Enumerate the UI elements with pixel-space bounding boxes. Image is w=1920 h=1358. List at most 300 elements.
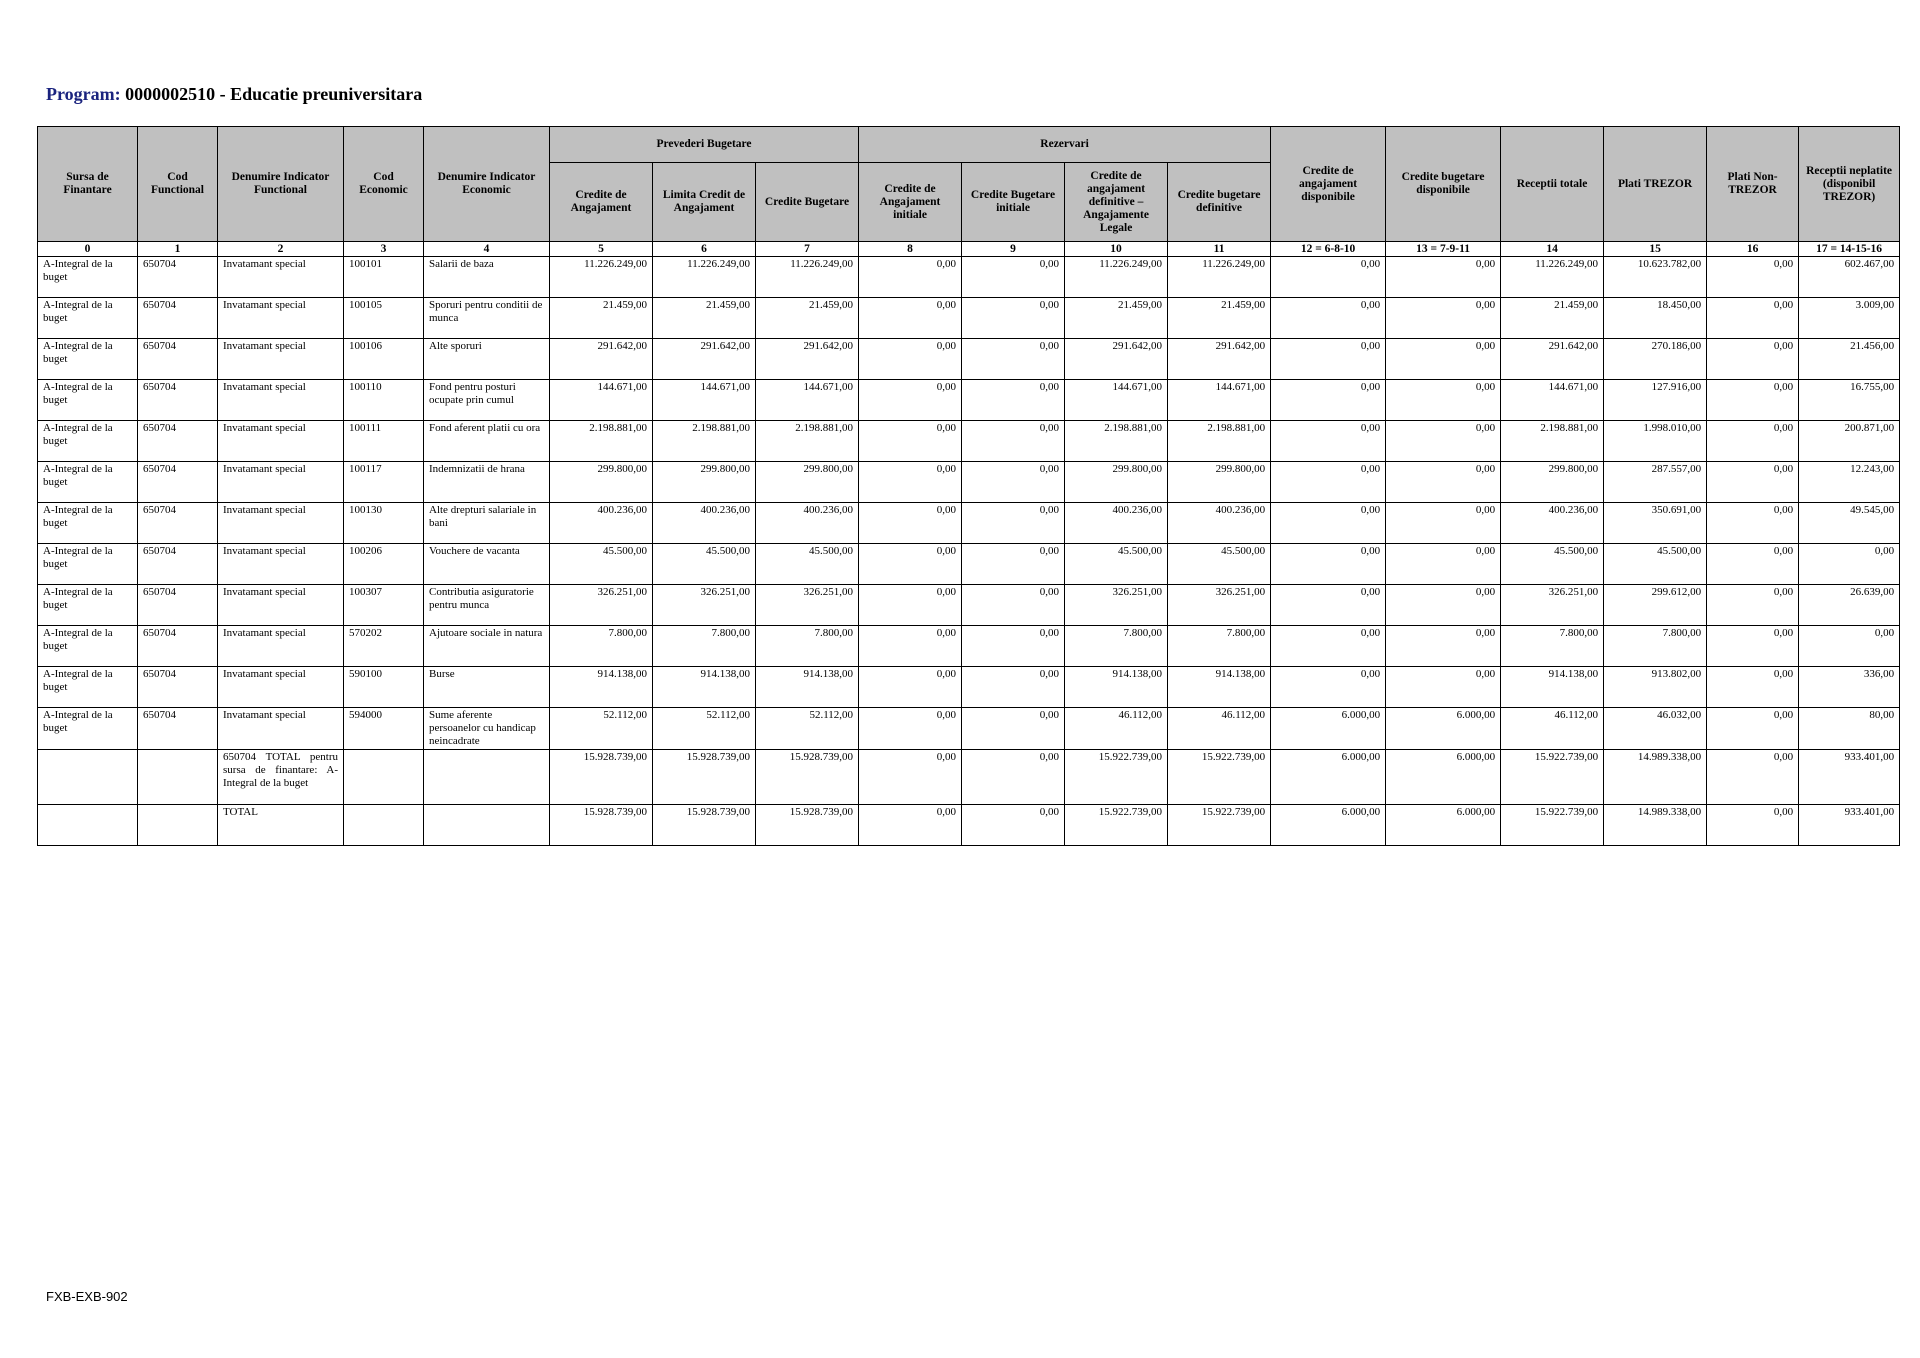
table-cell: 15.928.739,00	[550, 750, 653, 805]
table-cell: 0,00	[1386, 626, 1501, 667]
table-cell: Invatamant special	[218, 667, 344, 708]
table-cell: 15.922.739,00	[1168, 750, 1271, 805]
table-cell: 914.138,00	[756, 667, 859, 708]
table-cell: 590100	[344, 667, 424, 708]
column-number: 3	[344, 242, 424, 257]
table-cell: 100111	[344, 421, 424, 462]
program-label: Program:	[46, 84, 121, 104]
table-cell: 0,00	[1271, 421, 1386, 462]
table-cell: 0,00	[1799, 626, 1900, 667]
table-cell: 100101	[344, 257, 424, 298]
table-cell: 0,00	[962, 585, 1065, 626]
table-cell: 15.928.739,00	[653, 750, 756, 805]
header-credite-bugetare: Credite Bugetare	[756, 163, 859, 242]
table-cell: 144.671,00	[653, 380, 756, 421]
table-cell: 0,00	[859, 380, 962, 421]
table-cell: 914.138,00	[1501, 667, 1604, 708]
table-cell: 2.198.881,00	[1501, 421, 1604, 462]
table-cell: 80,00	[1799, 708, 1900, 750]
table-cell: 6.000,00	[1386, 708, 1501, 750]
table-cell: 0,00	[962, 626, 1065, 667]
table-cell: 45.500,00	[1168, 544, 1271, 585]
table-cell: 299.800,00	[1065, 462, 1168, 503]
table-cell: 650704	[138, 503, 218, 544]
table-cell: 6.000,00	[1271, 805, 1386, 846]
table-cell: 0,00	[859, 503, 962, 544]
table-cell: 46.032,00	[1604, 708, 1707, 750]
table-cell: 602.467,00	[1799, 257, 1900, 298]
table-cell: 0,00	[859, 708, 962, 750]
table-cell: Invatamant special	[218, 503, 344, 544]
column-number: 4	[424, 242, 550, 257]
table-cell: 100307	[344, 585, 424, 626]
table-cell: 144.671,00	[756, 380, 859, 421]
table-cell: 18.450,00	[1604, 298, 1707, 339]
table-cell: Invatamant special	[218, 585, 344, 626]
table-cell: 46.112,00	[1065, 708, 1168, 750]
table-cell: 0,00	[1271, 544, 1386, 585]
table-cell: 336,00	[1799, 667, 1900, 708]
table-cell: 144.671,00	[550, 380, 653, 421]
table-cell: 21.456,00	[1799, 339, 1900, 380]
table-cell: 0,00	[1271, 462, 1386, 503]
table-cell: 15.928.739,00	[756, 805, 859, 846]
table-cell: 0,00	[859, 257, 962, 298]
table-row	[38, 380, 1900, 421]
table-cell: 0,00	[962, 503, 1065, 544]
table-cell: 21.459,00	[756, 298, 859, 339]
table-cell: 914.138,00	[1065, 667, 1168, 708]
table-cell: 0,00	[962, 667, 1065, 708]
table-cell: Sporuri pentru conditii de munca	[424, 298, 550, 339]
table-cell: 100110	[344, 380, 424, 421]
table-cell: 400.236,00	[1501, 503, 1604, 544]
table-cell: 46.112,00	[1168, 708, 1271, 750]
table-cell: 0,00	[1386, 421, 1501, 462]
table-cell: 7.800,00	[1168, 626, 1271, 667]
table-cell: 0,00	[1707, 503, 1799, 544]
table-cell: Invatamant special	[218, 339, 344, 380]
header-credite-bug-disponibile: Credite bugetare disponibile	[1386, 127, 1501, 242]
table-cell: 650704	[138, 421, 218, 462]
table-row	[38, 708, 1900, 750]
table-cell: 326.251,00	[1168, 585, 1271, 626]
table-cell: 0,00	[1271, 585, 1386, 626]
table-cell: 0,00	[1386, 339, 1501, 380]
table-cell: 0,00	[1386, 462, 1501, 503]
table-row	[38, 257, 1900, 298]
table-cell: 0,00	[859, 421, 962, 462]
table-cell: 594000	[344, 708, 424, 750]
table-cell: 12.243,00	[1799, 462, 1900, 503]
table-row	[38, 298, 1900, 339]
table-cell: 2.198.881,00	[756, 421, 859, 462]
table-cell: 0,00	[1386, 298, 1501, 339]
table-cell: 650704	[138, 708, 218, 750]
column-number: 15	[1604, 242, 1707, 257]
table-cell: 52.112,00	[550, 708, 653, 750]
table-cell: 15.922.739,00	[1168, 805, 1271, 846]
table-cell: A-Integral de la buget	[38, 667, 138, 708]
table-row	[38, 462, 1900, 503]
table-cell: 144.671,00	[1501, 380, 1604, 421]
table-cell: 326.251,00	[756, 585, 859, 626]
table-cell: Ajutoare sociale in natura	[424, 626, 550, 667]
table-cell: 144.671,00	[1065, 380, 1168, 421]
table-cell: 0,00	[859, 298, 962, 339]
table-cell: 52.112,00	[653, 708, 756, 750]
table-cell	[138, 805, 218, 846]
table-cell: A-Integral de la buget	[38, 421, 138, 462]
table-cell: 400.236,00	[1065, 503, 1168, 544]
table-cell: 100106	[344, 339, 424, 380]
table-cell: 7.800,00	[1065, 626, 1168, 667]
header-receptii-totale: Receptii totale	[1501, 127, 1604, 242]
table-cell: 0,00	[1799, 544, 1900, 585]
table-cell: 0,00	[1271, 339, 1386, 380]
table-cell: 0,00	[1271, 298, 1386, 339]
table-cell: 570202	[344, 626, 424, 667]
table-cell: 0,00	[1707, 298, 1799, 339]
column-number: 14	[1501, 242, 1604, 257]
budget-execution-table	[37, 126, 1900, 846]
table-cell: Invatamant special	[218, 544, 344, 585]
table-cell: 0,00	[1386, 257, 1501, 298]
table-cell: 2.198.881,00	[653, 421, 756, 462]
table-cell: 21.459,00	[550, 298, 653, 339]
table-cell: 0,00	[962, 339, 1065, 380]
table-cell: Indemnizatii de hrana	[424, 462, 550, 503]
table-cell: 0,00	[859, 544, 962, 585]
table-cell: 11.226.249,00	[550, 257, 653, 298]
table-cell: 650704	[138, 585, 218, 626]
table-cell	[344, 750, 424, 805]
table-cell: 52.112,00	[756, 708, 859, 750]
table-row	[38, 667, 1900, 708]
table-cell	[38, 805, 138, 846]
table-cell: Invatamant special	[218, 626, 344, 667]
table-cell: 100117	[344, 462, 424, 503]
table-cell: 299.800,00	[1501, 462, 1604, 503]
table-cell: 291.642,00	[1168, 339, 1271, 380]
table-cell: 7.800,00	[1501, 626, 1604, 667]
table-cell	[424, 750, 550, 805]
table-cell: 7.800,00	[550, 626, 653, 667]
table-cell: 650704	[138, 380, 218, 421]
table-cell: 0,00	[962, 750, 1065, 805]
table-cell: 0,00	[1707, 708, 1799, 750]
table-cell: 11.226.249,00	[1168, 257, 1271, 298]
table-cell: 49.545,00	[1799, 503, 1900, 544]
table-cell: 11.226.249,00	[653, 257, 756, 298]
table-cell: 26.639,00	[1799, 585, 1900, 626]
table-cell: 6.000,00	[1271, 708, 1386, 750]
table-cell: Invatamant special	[218, 421, 344, 462]
header-credite-ang-initiale: Credite de Angajament initiale	[859, 163, 962, 242]
table-cell: 6.000,00	[1271, 750, 1386, 805]
table-cell: 299.800,00	[550, 462, 653, 503]
table-body	[38, 257, 1900, 846]
table-cell: 0,00	[1707, 380, 1799, 421]
column-number: 12 = 6-8-10	[1271, 242, 1386, 257]
table-cell	[424, 805, 550, 846]
table-cell: 326.251,00	[550, 585, 653, 626]
table-cell: 0,00	[962, 462, 1065, 503]
table-cell: 650704	[138, 339, 218, 380]
header-receptii-neplatite: Receptii neplatite (disponibil TREZOR)	[1799, 127, 1900, 242]
table-cell: 0,00	[1271, 380, 1386, 421]
table-cell: A-Integral de la buget	[38, 503, 138, 544]
table-cell: 0,00	[1271, 626, 1386, 667]
table-cell: 913.802,00	[1604, 667, 1707, 708]
table-cell: 100105	[344, 298, 424, 339]
column-number: 17 = 14-15-16	[1799, 242, 1900, 257]
table-cell: 0,00	[1271, 257, 1386, 298]
table-cell: 0,00	[962, 708, 1065, 750]
table-cell	[38, 750, 138, 805]
table-cell: 400.236,00	[1168, 503, 1271, 544]
header-limita-credit: Limita Credit de Angajament	[653, 163, 756, 242]
table-cell: 10.623.782,00	[1604, 257, 1707, 298]
table-cell: 650704	[138, 667, 218, 708]
table-cell: 14.989.338,00	[1604, 750, 1707, 805]
table-cell: 0,00	[962, 298, 1065, 339]
table-cell: 0,00	[859, 626, 962, 667]
table-cell: Alte drepturi salariale in bani	[424, 503, 550, 544]
table-cell: Contributia asiguratorie pentru munca	[424, 585, 550, 626]
table-cell: 933.401,00	[1799, 805, 1900, 846]
table-cell: 933.401,00	[1799, 750, 1900, 805]
table-cell: 650704	[138, 257, 218, 298]
table-cell: 46.112,00	[1501, 708, 1604, 750]
table-cell: 400.236,00	[756, 503, 859, 544]
header-credite-bug-definitive: Credite bugetare definitive	[1168, 163, 1271, 242]
table-cell: 0,00	[859, 750, 962, 805]
table-cell: 914.138,00	[1168, 667, 1271, 708]
table-cell: 326.251,00	[1501, 585, 1604, 626]
table-cell: 0,00	[1386, 380, 1501, 421]
table-cell: 11.226.249,00	[1501, 257, 1604, 298]
table-row	[38, 585, 1900, 626]
table-cell: 0,00	[1386, 544, 1501, 585]
table-cell: A-Integral de la buget	[38, 626, 138, 667]
table-cell: 650704	[138, 626, 218, 667]
column-number: 8	[859, 242, 962, 257]
column-number-row	[38, 242, 1900, 257]
table-cell: 45.500,00	[550, 544, 653, 585]
table-cell: 0,00	[962, 544, 1065, 585]
column-number: 13 = 7-9-11	[1386, 242, 1501, 257]
table-cell: 326.251,00	[1065, 585, 1168, 626]
table-cell: 7.800,00	[756, 626, 859, 667]
table-cell: 0,00	[1707, 667, 1799, 708]
program-value: 0000002510 - Educatie preuniversitara	[125, 84, 423, 104]
column-number: 6	[653, 242, 756, 257]
table-cell: 0,00	[1707, 421, 1799, 462]
table-cell: 15.922.739,00	[1501, 750, 1604, 805]
table-cell: 11.226.249,00	[756, 257, 859, 298]
table-cell: 21.459,00	[653, 298, 756, 339]
table-cell: Alte sporuri	[424, 339, 550, 380]
table-cell: A-Integral de la buget	[38, 585, 138, 626]
table-cell: 0,00	[859, 667, 962, 708]
table-cell: 45.500,00	[653, 544, 756, 585]
table-row	[38, 339, 1900, 380]
header-plati-trezor: Plati TREZOR	[1604, 127, 1707, 242]
column-number: 5	[550, 242, 653, 257]
table-cell: 15.928.739,00	[756, 750, 859, 805]
table-row	[38, 421, 1900, 462]
table-cell: 299.800,00	[756, 462, 859, 503]
table-cell: Invatamant special	[218, 462, 344, 503]
table-cell: 0,00	[1271, 667, 1386, 708]
table-cell: 326.251,00	[653, 585, 756, 626]
table-cell: 400.236,00	[550, 503, 653, 544]
table-cell: TOTAL	[218, 805, 344, 846]
column-number: 7	[756, 242, 859, 257]
column-number: 1	[138, 242, 218, 257]
table-cell: 45.500,00	[1604, 544, 1707, 585]
table-cell: 350.691,00	[1604, 503, 1707, 544]
table-cell: 15.922.739,00	[1065, 750, 1168, 805]
table-cell: 650704	[138, 298, 218, 339]
table-cell: 200.871,00	[1799, 421, 1900, 462]
table-cell: A-Integral de la buget	[38, 708, 138, 750]
table-cell: 299.800,00	[1168, 462, 1271, 503]
table-cell: 144.671,00	[1168, 380, 1271, 421]
table-cell: 0,00	[1707, 462, 1799, 503]
table-cell: 7.800,00	[653, 626, 756, 667]
header-credite-ang-disponibile: Credite de angajament disponibile	[1271, 127, 1386, 242]
table-cell: 914.138,00	[653, 667, 756, 708]
table-cell: 291.642,00	[653, 339, 756, 380]
table-cell: 1.998.010,00	[1604, 421, 1707, 462]
table-cell: 291.642,00	[1501, 339, 1604, 380]
table-cell: Burse	[424, 667, 550, 708]
table-cell: 15.928.739,00	[653, 805, 756, 846]
table-cell	[344, 805, 424, 846]
table-cell: 45.500,00	[756, 544, 859, 585]
table-cell: 2.198.881,00	[1168, 421, 1271, 462]
header-credite-ang-definitive: Credite de angajament definitive – Angajamente Legale	[1065, 163, 1168, 242]
table-cell: 0,00	[859, 585, 962, 626]
table-cell: 0,00	[962, 380, 1065, 421]
table-cell: 0,00	[1386, 667, 1501, 708]
table-cell: 0,00	[859, 462, 962, 503]
table-cell: 21.459,00	[1065, 298, 1168, 339]
header-cod-economic: Cod Economic	[344, 127, 424, 242]
table-cell: 0,00	[1707, 339, 1799, 380]
table-cell: 291.642,00	[550, 339, 653, 380]
table-cell: 0,00	[1386, 585, 1501, 626]
table-cell: 0,00	[1271, 503, 1386, 544]
header-sursa: Sursa de Finantare	[38, 127, 138, 242]
header-group-rezervari: Rezervari	[859, 127, 1271, 163]
table-cell: Sume aferente persoanelor cu handicap neincadrate	[424, 708, 550, 750]
table-cell: Invatamant special	[218, 708, 344, 750]
table-cell: Invatamant special	[218, 380, 344, 421]
table-cell: Invatamant special	[218, 257, 344, 298]
table-cell: 914.138,00	[550, 667, 653, 708]
header-denumire-functional: Denumire Indicator Functional	[218, 127, 344, 242]
table-cell: A-Integral de la buget	[38, 257, 138, 298]
table-row	[38, 544, 1900, 585]
table-cell: 7.800,00	[1604, 626, 1707, 667]
table-cell: Salarii de baza	[424, 257, 550, 298]
column-number: 9	[962, 242, 1065, 257]
table-cell: 0,00	[1386, 503, 1501, 544]
table-cell: 0,00	[962, 421, 1065, 462]
subtotal-row	[38, 750, 1900, 805]
table-cell: 6.000,00	[1386, 805, 1501, 846]
table-row	[38, 503, 1900, 544]
table-cell: 45.500,00	[1501, 544, 1604, 585]
table-cell: 0,00	[962, 257, 1065, 298]
table-cell: 400.236,00	[653, 503, 756, 544]
table-cell: A-Integral de la buget	[38, 544, 138, 585]
table-cell: 299.612,00	[1604, 585, 1707, 626]
table-cell: A-Integral de la buget	[38, 298, 138, 339]
header-group-prevederi: Prevederi Bugetare	[550, 127, 859, 163]
table-cell: A-Integral de la buget	[38, 339, 138, 380]
table-cell: 100130	[344, 503, 424, 544]
table-cell: 299.800,00	[653, 462, 756, 503]
table-cell: 127.916,00	[1604, 380, 1707, 421]
column-number: 11	[1168, 242, 1271, 257]
table-cell: 15.922.739,00	[1501, 805, 1604, 846]
table-cell: 45.500,00	[1065, 544, 1168, 585]
header-plati-non-trezor: Plati Non- TREZOR	[1707, 127, 1799, 242]
table-cell: 0,00	[1707, 257, 1799, 298]
table-cell: 15.928.739,00	[550, 805, 653, 846]
table-cell: 291.642,00	[1065, 339, 1168, 380]
table-cell: 11.226.249,00	[1065, 257, 1168, 298]
table-cell: 0,00	[1707, 805, 1799, 846]
table-cell: Fond aferent platii cu ora	[424, 421, 550, 462]
header-credite-bug-initiale: Credite Bugetare initiale	[962, 163, 1065, 242]
table-cell: A-Integral de la buget	[38, 380, 138, 421]
table-cell: Fond pentru posturi ocupate prin cumul	[424, 380, 550, 421]
table-cell: 21.459,00	[1168, 298, 1271, 339]
table-cell: 291.642,00	[756, 339, 859, 380]
table-cell: 100206	[344, 544, 424, 585]
table-cell: 650704	[138, 544, 218, 585]
table-cell: 6.000,00	[1386, 750, 1501, 805]
header-cod-functional: Cod Functional	[138, 127, 218, 242]
table-cell: 2.198.881,00	[550, 421, 653, 462]
column-number: 0	[38, 242, 138, 257]
table-cell: 650704	[138, 462, 218, 503]
column-number: 16	[1707, 242, 1799, 257]
table-cell: 0,00	[1707, 626, 1799, 667]
table-cell: 16.755,00	[1799, 380, 1900, 421]
table-cell: 3.009,00	[1799, 298, 1900, 339]
table-cell: 650704 TOTAL pentru sursa de finantare: A-Integral de la buget	[218, 750, 344, 805]
table-cell: 14.989.338,00	[1604, 805, 1707, 846]
table-cell: 0,00	[962, 805, 1065, 846]
table-cell: 0,00	[859, 805, 962, 846]
table-cell: 15.922.739,00	[1065, 805, 1168, 846]
table-cell: 270.186,00	[1604, 339, 1707, 380]
column-number: 2	[218, 242, 344, 257]
table-row	[38, 626, 1900, 667]
table-cell: 287.557,00	[1604, 462, 1707, 503]
table-cell: 21.459,00	[1501, 298, 1604, 339]
total-row	[38, 805, 1900, 846]
table-cell: Vouchere de vacanta	[424, 544, 550, 585]
header-credite-angajament: Credite de Angajament	[550, 163, 653, 242]
table-cell: 0,00	[1707, 585, 1799, 626]
